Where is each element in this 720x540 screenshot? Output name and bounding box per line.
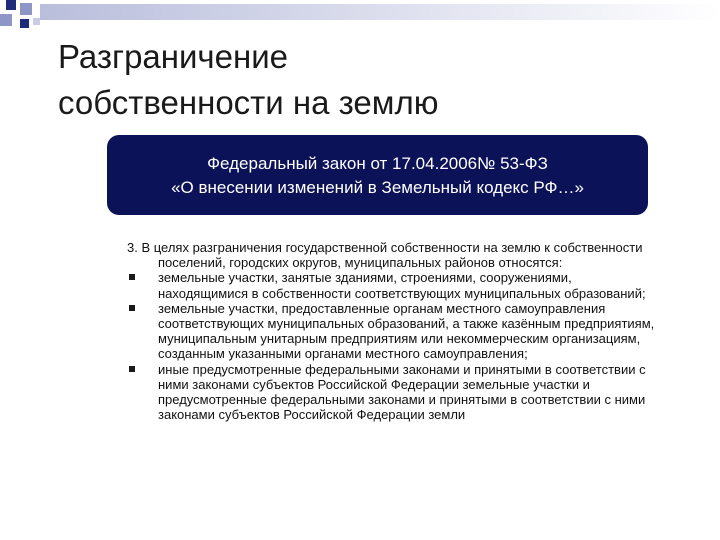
square-bullet-icon — [129, 305, 135, 311]
list-item-text: иные предусмотренные федеральными законами и принятыми в соответствии с ними законами субъектов Российской Федерации земельные участки и предусмотренные федеральными законами и принятыми в соответствии с ними законами субъектов Российской Федерации земли — [158, 361, 646, 423]
law-reference-line: «О внесении изменений в Земельный кодекс РФ…» — [171, 178, 584, 197]
law-reference-box — [107, 135, 648, 215]
body-text — [127, 240, 657, 422]
list-item — [127, 270, 657, 300]
square-bullet-icon — [129, 366, 135, 372]
list-item — [127, 301, 657, 362]
page-title-line: собственности на землю — [58, 84, 439, 121]
square-bullet-icon — [129, 274, 135, 280]
list-item-text: земельные участки, предоставленные органам местного самоуправления соответствующих муниципальных образований, а также казённым предприятиям, муниципальным унитарным предприятиям или некоммерческим организациям, созданным указанными органами местного самоуправления; — [158, 300, 655, 362]
list-item-text: земельные участки, занятые зданиями, строениями, сооружениями, находящимися в собственности соответствующих муниципальных образований; — [158, 270, 646, 301]
land-category-list — [127, 270, 657, 422]
page-title-line: Разграничение — [58, 38, 288, 75]
intro-paragraph: 3. В целях разграничения государственной собственности на землю к собственности поселений, городских округов, муниципальных районов относятся: — [127, 240, 643, 271]
page-title — [58, 34, 438, 126]
list-item — [127, 362, 657, 423]
law-reference-line: Федеральный закон от 17.04.2006№ 53-ФЗ — [207, 154, 548, 173]
